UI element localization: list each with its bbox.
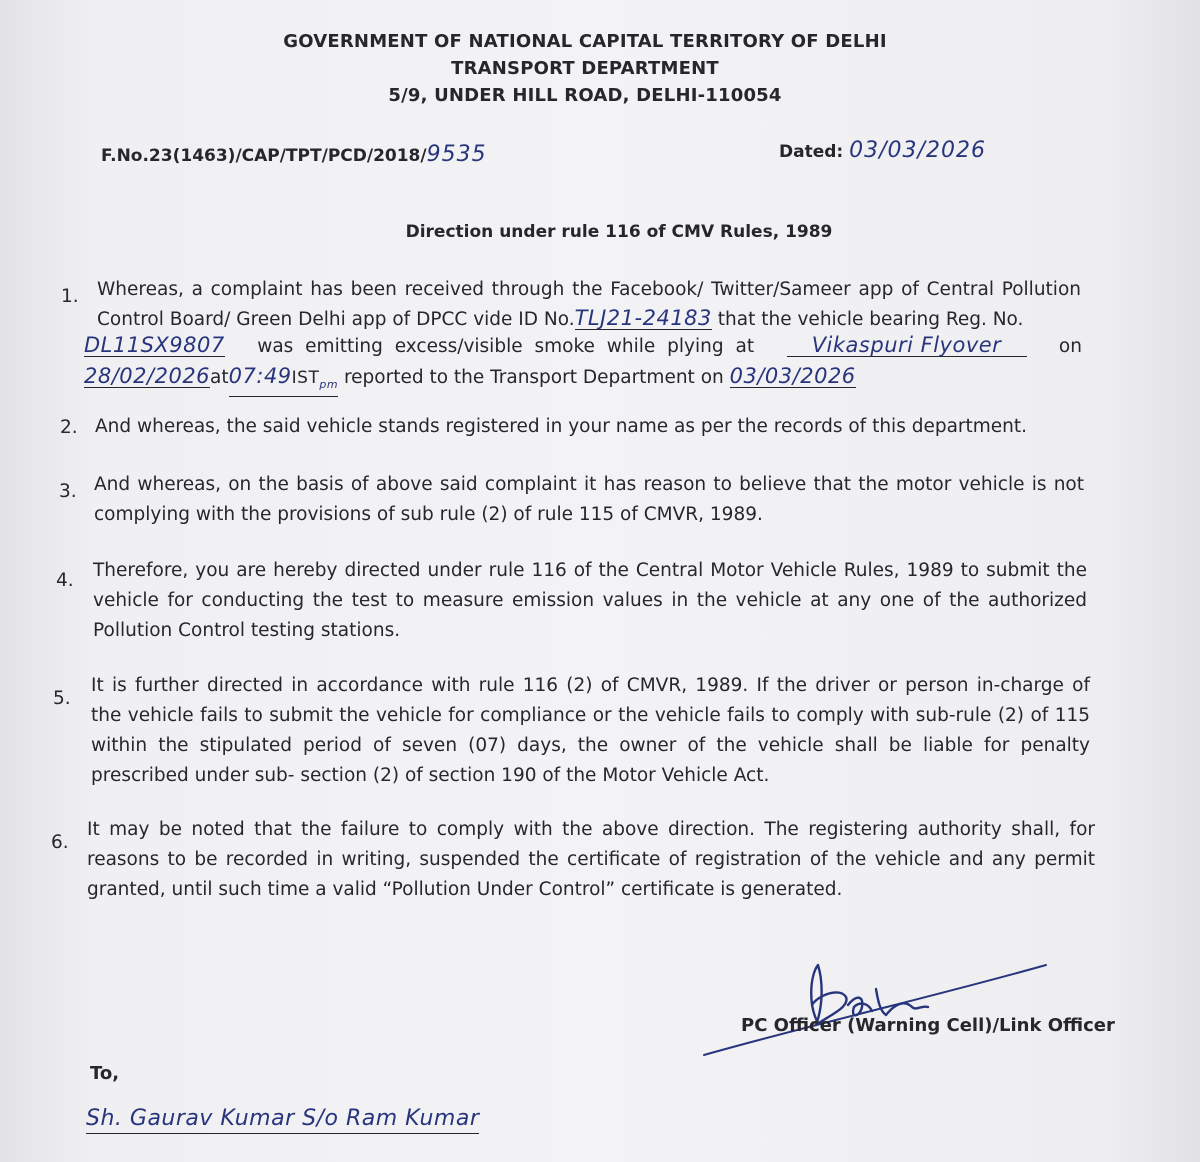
incident-time (229, 365, 338, 397)
report-date: 03/03/2026 (729, 364, 856, 388)
location: Vikaspuri Flyover (787, 334, 1027, 357)
para-1-line-2 (97, 305, 1081, 335)
para-1-number: 1. (61, 286, 79, 307)
para-3-number: 3. (59, 481, 77, 502)
time-zone: IST (291, 368, 320, 388)
para-6-line-2: reasons to be recorded in writing, suspended the certificate of registration of the vehicle and any permit (87, 849, 1095, 870)
para-1-text: at (210, 367, 229, 388)
para-1-line-4 (84, 363, 1082, 397)
addressee-name: Sh. Gaurav Kumar S/o Ram Kumar (86, 1106, 479, 1134)
subject-line: Direction under rule 116 of CMV Rules, 1989 (405, 222, 833, 242)
time-pm: pm (319, 378, 339, 392)
file-number-handwritten: 9535 (426, 142, 487, 167)
incident-date: 28/02/2026 (84, 364, 211, 388)
file-number-prefix: F.No.23(1463)/CAP/TPT/PCD/2018/ (101, 146, 427, 166)
complaint-id: TLJ21-24183 (574, 306, 712, 330)
para-3-line-1: And whereas, on the basis of above said complaint it has reason to believe that the motor vehicle is not (94, 474, 1084, 495)
dated-label: Dated: (779, 142, 844, 162)
signature-mark (690, 945, 1060, 1065)
para-5-number: 5. (53, 688, 71, 709)
para-6-line-1: It may be noted that the failure to comply with the above direction. The registering authority shall, for (87, 819, 1095, 840)
para-1-text: on (1058, 336, 1082, 357)
para-4 (93, 556, 1087, 646)
vehicle-reg-no: DL11SX9807 (84, 333, 225, 357)
para-1 (97, 275, 1081, 335)
para-1-text: was emitting excess/visible smoke while plying at (257, 336, 755, 357)
para-4-line-3: Pollution Control testing stations. (93, 620, 401, 641)
para-4-line-2: vehicle for conducting the test to measure emission values in the vehicle at any one of the authorized (93, 590, 1087, 611)
para-1-text: that the vehicle bearing Reg. No. (717, 309, 1024, 330)
para-6-line-3: granted, until such time a valid “Pollution Under Control” certificate is generated. (87, 879, 843, 900)
para-5-line-1: It is further directed in accordance with rule 116 (2) of CMVR, 1989. If the driver or person in-charge of (91, 675, 1090, 696)
header-department: TRANSPORT DEPARTMENT (451, 58, 719, 79)
to-label: To, (90, 1063, 120, 1084)
incident-time-value: 07:49 (228, 364, 292, 388)
dated-handwritten: 03/03/2026 (849, 138, 986, 163)
header-address: 5/9, UNDER HILL ROAD, DELHI-110054 (388, 85, 782, 106)
para-1-text: reported to the Transport Department on (343, 367, 724, 388)
para-2 (95, 412, 1027, 442)
para-5 (91, 671, 1090, 791)
para-5-line-3: within the stipulated period of seven (07) days, the owner of the vehicle shall be liable for penalty (91, 735, 1090, 756)
file-number (101, 142, 487, 167)
para-1-line-1: Whereas, a complaint has been received through the Facebook/ Twitter/Sameer app of Central Pollution (97, 279, 1081, 300)
para-1-line-3 (84, 332, 1082, 362)
officer-designation: PC Officer (Warning Cell)/Link Officer (741, 1015, 1115, 1036)
header-government: GOVERNMENT OF NATIONAL CAPITAL TERRITORY OF DELHI (283, 31, 887, 52)
para-5-line-2: the vehicle fails to submit the vehicle for compliance or the vehicle fails to comply with sub-rule (2) of 115 (91, 705, 1090, 726)
dated (779, 138, 986, 163)
para-6 (87, 815, 1095, 905)
para-2-number: 2. (60, 417, 78, 438)
para-1-text: Control Board/ Green Delhi app of DPCC vide ID No. (97, 309, 575, 330)
para-1-cont (84, 332, 1082, 397)
para-2-line-1: And whereas, the said vehicle stands registered in your name as per the records of this department. (95, 416, 1028, 437)
para-3-line-2: complying with the provisions of sub rule (2) of rule 115 of CMVR, 1989. (94, 504, 763, 525)
para-3 (94, 470, 1084, 530)
para-5-line-4: prescribed under sub- section (2) of section 190 of the Motor Vehicle Act. (91, 765, 770, 786)
para-4-number: 4. (56, 570, 74, 591)
para-6-number: 6. (51, 832, 69, 853)
para-4-line-1: Therefore, you are hereby directed under rule 116 of the Central Motor Vehicle Rules, 1989 to submit the (93, 560, 1087, 581)
